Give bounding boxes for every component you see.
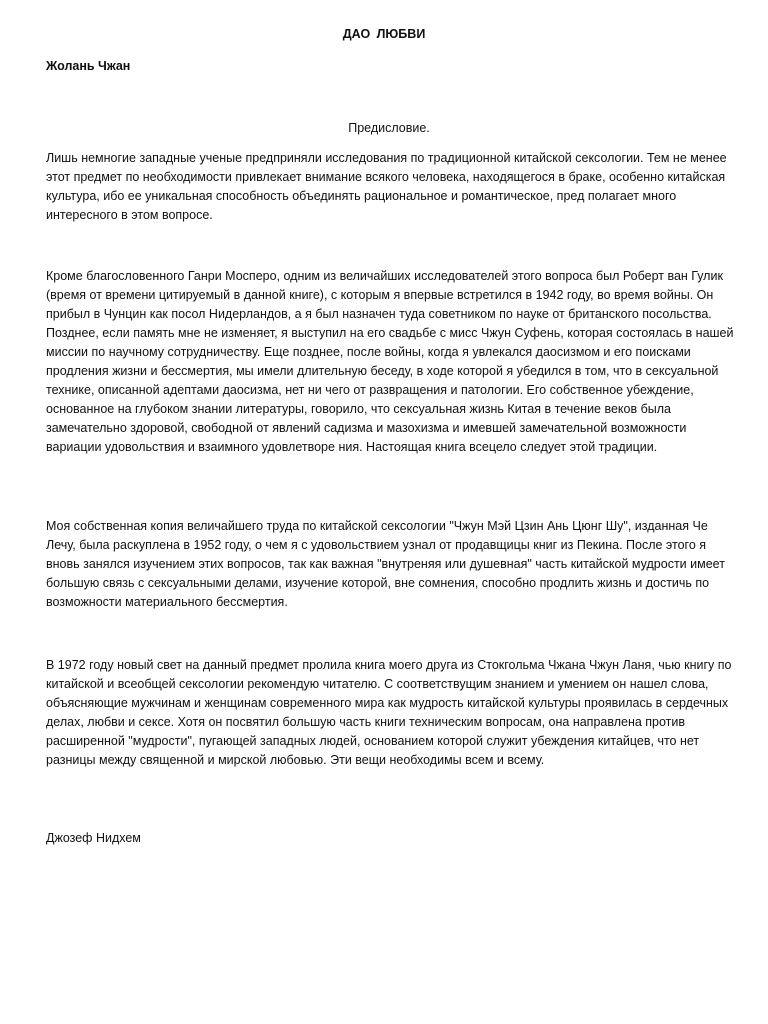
signature: Джозеф Нидхем [46,831,141,845]
paragraph-3: Моя собственная копия величайшего труда по китайской сексологии "Чжун Мэй Цзин Ань Цюнг Шу", изданная Че Лечу, была раскуплена в 1952 году, о чем я с удовольствием узнал от продавщицы книг из Пекина. После этого я вновь занялся изучением этих вопросов, так как важная "внутреняя или душевная" часть китайской мудрости имеет большую связь с сексуальными делами, изучение которой, вне сомнения, способно продлить жизнь и достичь по возможности материального бессмертия. [46,519,725,609]
paragraph-1: Лишь немногие западные ученые предприняли исследования по традиционной китайской сексологии. Тем не менее этот предмет по необходимости привлекает внимание всякого человека, находящегося в браке, особенно китайская культура, ибо ее уникальная способность объединять рациональное и романтическое, пред полагает много интересного в этом вопросе. [46,151,727,222]
paragraph-2: Кроме благословенного Ганри Мосперо, одним из величайших исследователей этого вопроса был Роберт ван Гулик (время от времени цитируемый в данной книге), с которым я впервые встретился в 1942 году, во время войны. Он прибыл в Чунцин как посол Нидерландов, а я был назначен туда советником по науке от британского посольства. Позднее, если память мне не изменяет, я выступил на его свадьбе с мисс Чжун Суфень, которая состоялась в нашей миссии по научному сотрудничеству. Еще позднее, после войны, когда я увлекался даосизмом и его поисками продления жизни и бессмертия, мы имели длительную беседу, в ходе которой я убедился в том, что в сексуальной технике, описанной адептами даосизма, нет ни чего от развращения и патологии. Его собственное убеждение, основанное на глубоком знании литературы, говорило, что сексуальная жизнь Китая в течение веков была замечательно здоровой, свободной от явлений садизма и мазохизма и имевшей замечательной возможности вариации удовольствия и взаимного удовлетворе ния. Настоящая книга всецело следует этой традиции. [46,269,734,454]
author-name: Жолань Чжан [46,59,131,73]
document-title: ДАО ЛЮБВИ [342,27,426,41]
paragraph-4: В 1972 году новый свет на данный предмет пролила книга моего друга из Стокгольма Чжана Чжун Ланя, чью книгу по китайской и всеобщей сексологии рекомендую читателю. С соответствущим знанием и умением он нашел слова, объясняющие мужчинам и женщинам современного мира как мудрость китайской культуры проявилась в сердечных делах, любви и сексе. Хотя он посвятил большую часть книги техническим вопросам, она направлена против расширенной "мудрости", пугающей западных людей, основанием которой служит убеждения китайцев, что нет разницы между священной и мирской любовью. Эти вещи необходимы всем и всему. [46,658,732,767]
section-heading: Предисловие. [348,121,430,135]
